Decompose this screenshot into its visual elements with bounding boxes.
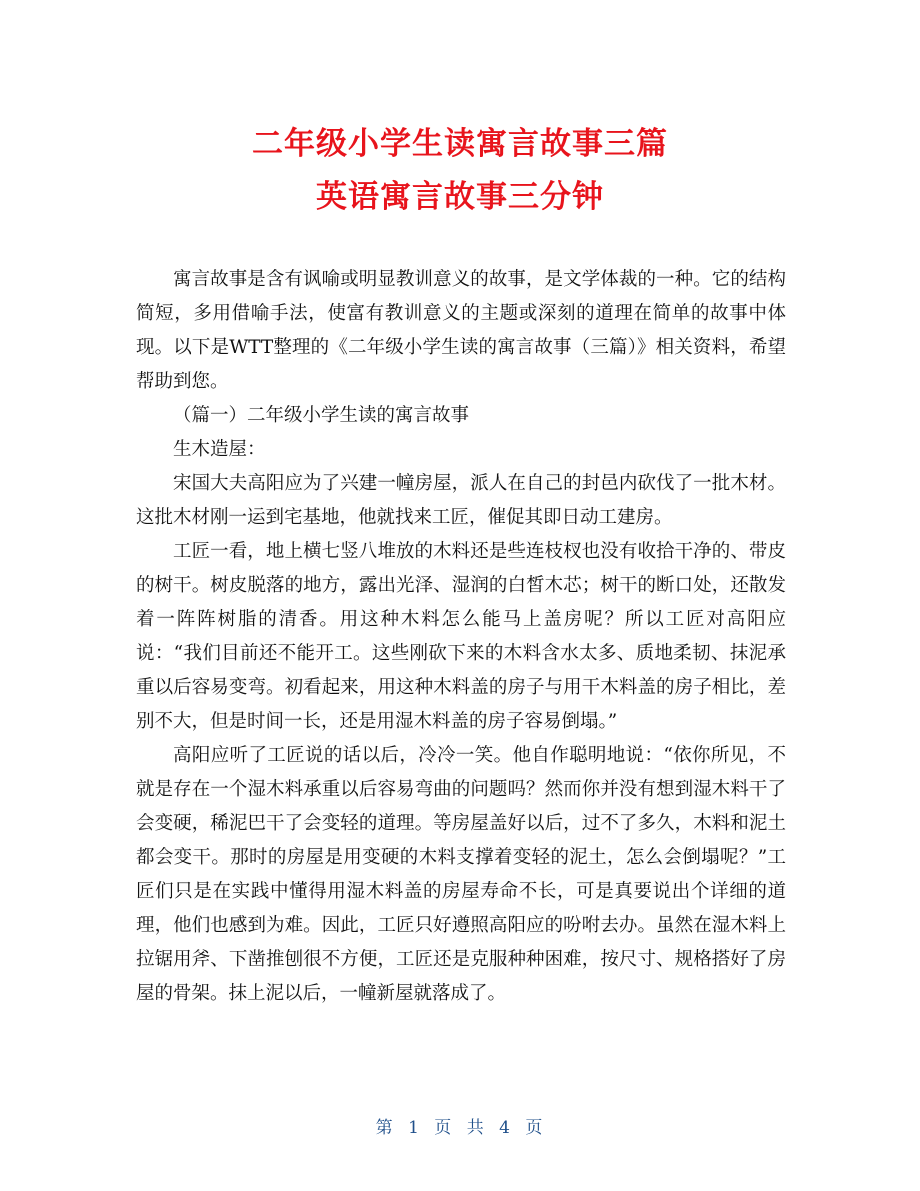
section-heading: （篇一）二年级小学生读的寓言故事 <box>173 405 470 426</box>
story-paragraph: 宋国大夫高阳应为了兴建一幢房屋，派人在自己的封邑内砍伐了一批木材。这批木材刚一运到宅基地，他就找来工匠，催促其即日动工建房。 <box>136 473 786 528</box>
story-paragraph: 工匠一看，地上横七竖八堆放的木料还是些连枝杈也没有收拾干净的、带皮的树干。树皮脱落的地方，露出光泽、湿润的白皙木芯；树干的断口处，还散发着一阵阵树脂的清香。用这种木料怎么能马上盖房呢？所以工匠对高阳应说：“我们目前还不能开工。这些刚砍下来的木料含水太多、质地柔韧、抹泥承重以后容易变弯。初看起来，用这种木料盖的房子与用干木料盖的房子相比，差别不大，但是时间一长，还是用湿木料盖的房子容易倒塌。” <box>136 541 786 732</box>
page-number-footer: 第 1 页 共 4 页 <box>375 1118 545 1138</box>
intro-paragraph: 寓言故事是含有讽喻或明显教训意义的故事，是文学体裁的一种。它的结构简短，多用借喻手法，使富有教训意义的主题或深刻的道理在简单的故事中体现。以下是WTT整理的《二年级小学生读的寓言故事（三篇）》相关资料，希望帮助到您。 <box>136 269 786 392</box>
story-title: 生木造屋： <box>173 439 266 460</box>
document-subtitle: 英语寓言故事三分钟 <box>316 179 604 215</box>
story-paragraph: 高阳应听了工匠说的话以后，冷冷一笑。他自作聪明地说：“依你所见，不就是存在一个湿木料承重以后容易弯曲的问题吗？然而你并没有想到湿木料干了会变硬，稀泥巴干了会变轻的道理。等房屋盖好以后，过不了多久，木料和泥土都会变干。那时的房屋是用变硬的木料支撑着变轻的泥土，怎么会倒塌呢？”工匠们只是在实践中懂得用湿木料盖的房屋寿命不长，可是真要说出个详细的道理，他们也感到为难。因此，工匠只好遵照高阳应的吩咐去办。虽然在湿木料上拉锯用斧、下凿推刨很不方便，工匠还是克服种种困难，按尺寸、规格搭好了房屋的骨架。抹上泥以后，一幢新屋就落成了。 <box>136 745 786 1004</box>
document-title: 二年级小学生读寓言故事三篇 <box>252 126 668 162</box>
document-body <box>136 263 786 1011</box>
